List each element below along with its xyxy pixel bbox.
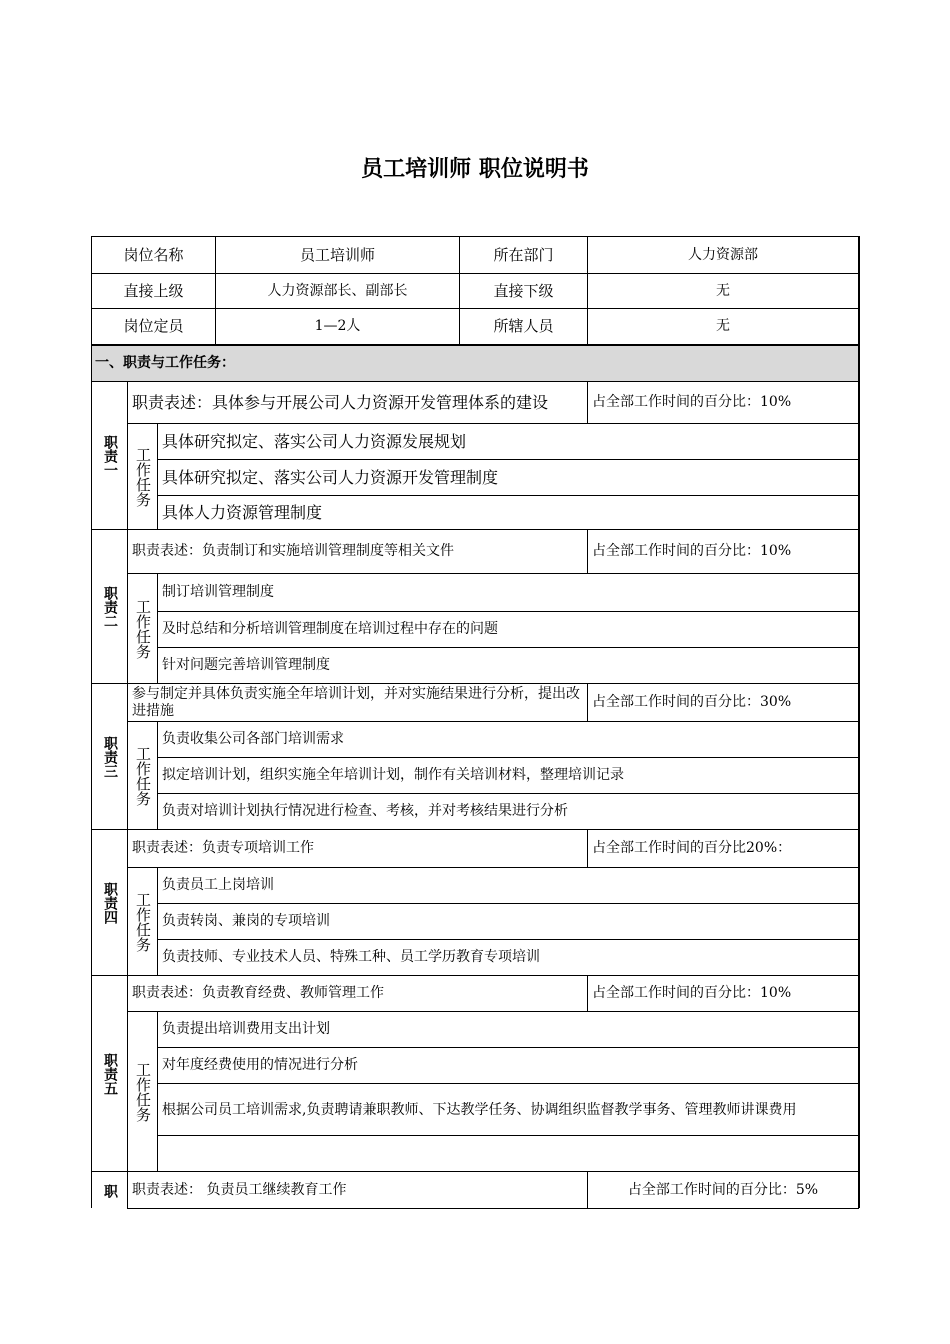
task-label: 工作任务 (128, 868, 158, 976)
headcount-label: 岗位定员 (92, 309, 216, 346)
duty-name: 职责五 (92, 976, 128, 1172)
task-item: 拟定培训计划，组织实施全年培训计划，制作有关培训材料，整理培训记录 (158, 758, 859, 794)
task-item: 针对问题完善培训管理制度 (158, 648, 859, 684)
duty-name: 职责二 (92, 530, 128, 684)
task-item-empty (158, 1136, 859, 1172)
task-item: 负责收集公司各部门培训需求 (158, 722, 859, 758)
position-name-label: 岗位名称 (92, 237, 216, 274)
task-item: 及时总结和分析培训管理制度在培训过程中存在的问题 (158, 612, 859, 648)
task-item: 具体研究拟定、落实公司人力资源发展规划 (158, 424, 859, 460)
managed-label: 所辖人员 (460, 309, 588, 346)
duty-description: 职责表述：具体参与开展公司人力资源开发管理体系的建设 (128, 382, 588, 424)
job-description-table (91, 236, 860, 1208)
duty-name: 职 (92, 1172, 128, 1209)
duty-name: 职责一 (92, 382, 128, 530)
duty-name: 职责三 (92, 684, 128, 830)
duty-time-percentage: 占全部工作时间的百分比：30% (588, 684, 859, 722)
task-item: 负责提出培训费用支出计划 (158, 1012, 859, 1048)
task-label: 工作任务 (128, 574, 158, 684)
section-heading: 一、职责与工作任务： (92, 346, 859, 382)
duty-time-percentage: 占全部工作时间的百分比：10% (588, 530, 859, 574)
subordinate-value: 无 (588, 274, 859, 309)
duty-description: 职责表述： 负责员工继续教育工作 (128, 1172, 588, 1209)
duty-description: 职责表述：负责专项培训工作 (128, 830, 588, 868)
duty-name: 职责四 (92, 830, 128, 976)
department-label: 所在部门 (460, 237, 588, 274)
headcount-value: 1—2人 (216, 309, 460, 346)
duty-description: 参与制定并具体负责实施全年培训计划，并对实施结果进行分析，提出改进措施 (128, 684, 588, 722)
task-label: 工作任务 (128, 1012, 158, 1172)
task-item: 根据公司员工培训需求,负责聘请兼职教师、下达教学任务、协调组织监督教学事务、管理教师讲课费用 (158, 1084, 859, 1136)
task-label: 工作任务 (128, 424, 158, 530)
task-item: 负责技师、专业技术人员、特殊工种、员工学历教育专项培训 (158, 940, 859, 976)
task-label: 工作任务 (128, 722, 158, 830)
duty-description: 职责表述：负责教育经费、教师管理工作 (128, 976, 588, 1012)
duty-time-percentage: 占全部工作时间的百分比：10% (588, 976, 859, 1012)
duty-description: 职责表述：负责制订和实施培训管理制度等相关文件 (128, 530, 588, 574)
task-item: 负责转岗、兼岗的专项培训 (158, 904, 859, 940)
task-item: 具体人力资源管理制度 (158, 496, 859, 530)
duty-time-percentage: 占全部工作时间的百分比：10% (588, 382, 859, 424)
department-value: 人力资源部 (588, 237, 859, 274)
managed-value: 无 (588, 309, 859, 346)
task-item: 具体研究拟定、落实公司人力资源开发管理制度 (158, 460, 859, 496)
task-item: 负责对培训计划执行情况进行检查、考核，并对考核结果进行分析 (158, 794, 859, 830)
superior-label: 直接上级 (92, 274, 216, 309)
task-item: 负责员工上岗培训 (158, 868, 859, 904)
document-title: 员工培训师 职位说明书 (361, 157, 589, 182)
superior-value: 人力资源部长、副部长 (216, 274, 460, 309)
task-item: 制订培训管理制度 (158, 574, 859, 612)
subordinate-label: 直接下级 (460, 274, 588, 309)
duty-time-percentage: 占全部工作时间的百分比：5% (588, 1172, 859, 1209)
task-item: 对年度经费使用的情况进行分析 (158, 1048, 859, 1084)
position-name-value: 员工培训师 (216, 237, 460, 274)
duty-time-percentage: 占全部工作时间的百分比20%： (588, 830, 859, 868)
